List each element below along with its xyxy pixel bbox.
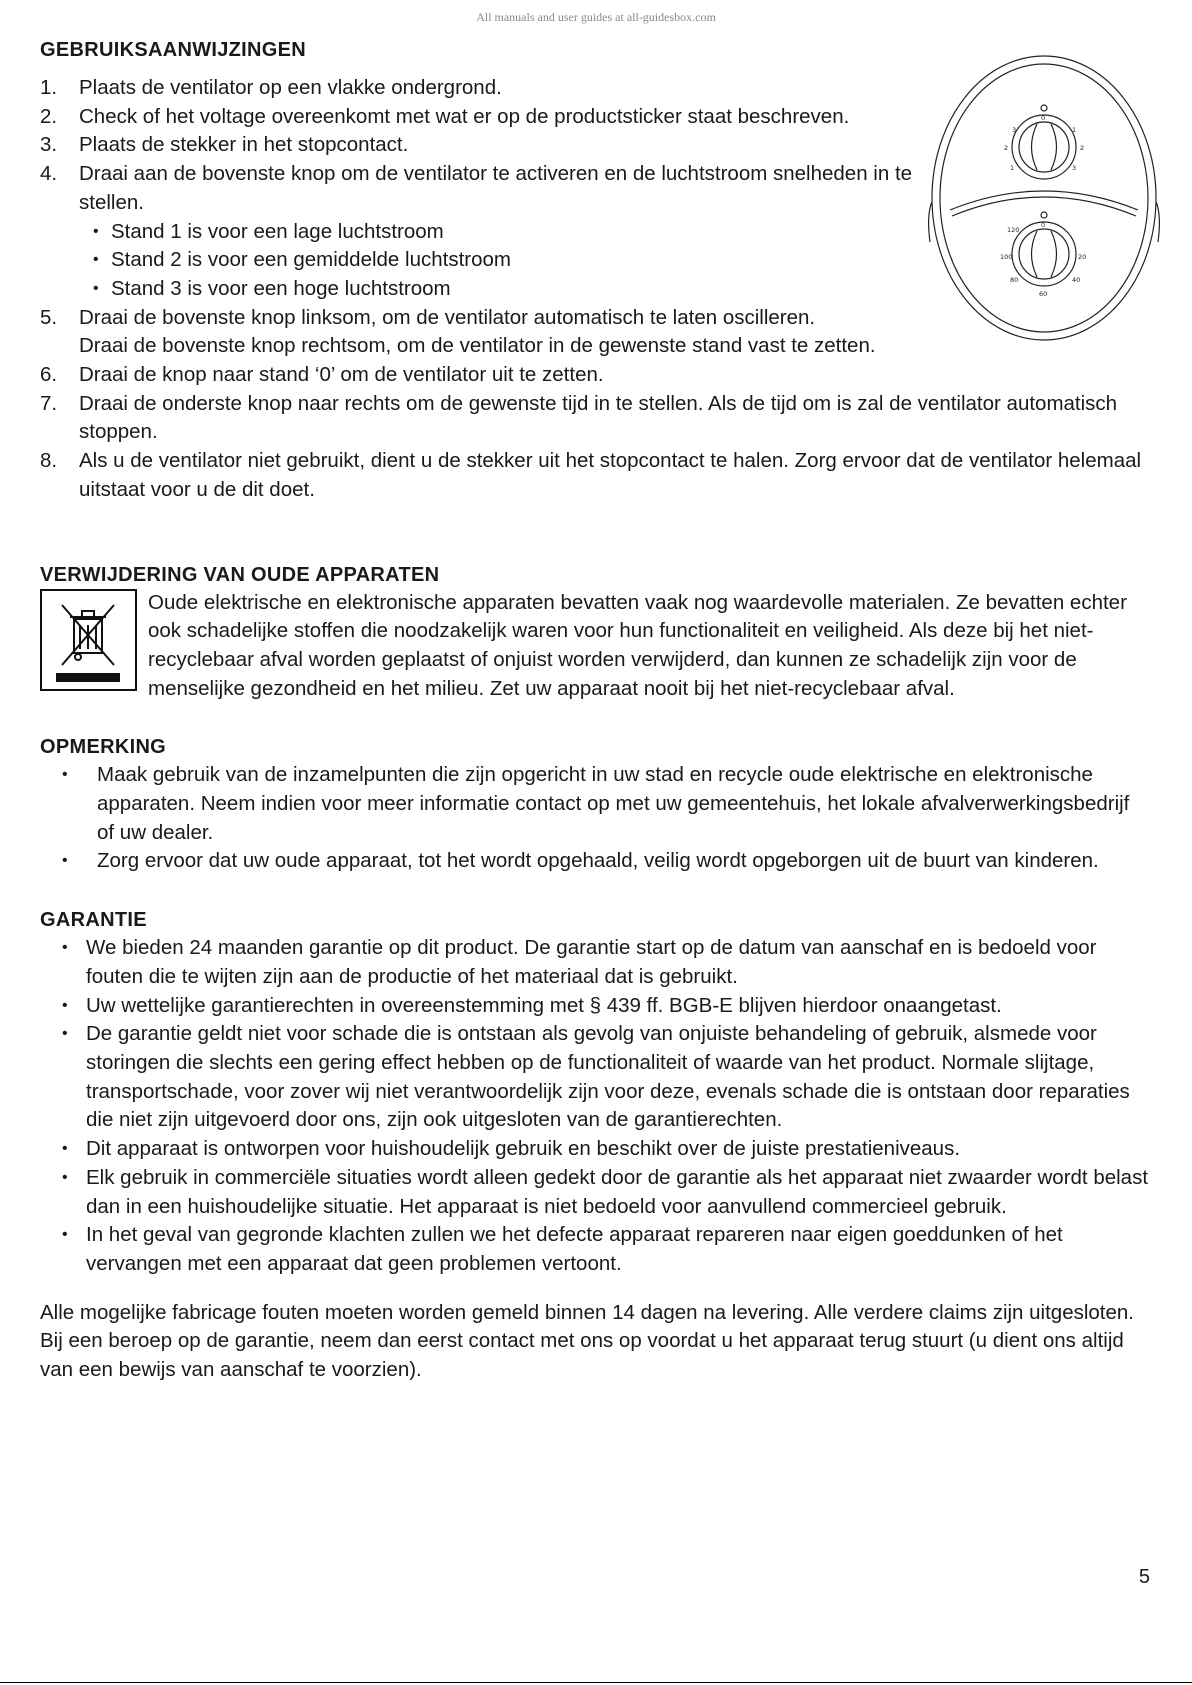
step-item [40,361,1150,390]
warranty-item: • Dit apparaat is ontworpen voor huishoudelijk gebruik en beschikt over de juiste prestatieniveaus. [40,1135,1150,1164]
step-number: 7. [40,391,58,415]
step-text: Draai de knop naar stand ‘0’ om de ventilator uit te zetten. [79,363,604,387]
timer-label-20: 20 [1078,253,1087,261]
disposal-block [40,589,1150,704]
speed-list [79,218,1150,304]
top-knob-label-6: 3 [1012,126,1017,134]
top-knob-label-3: 3 [1072,164,1077,172]
timer-label-0: 0 [1041,221,1046,229]
step-item [40,131,1150,160]
timer-label-40: 40 [1072,276,1081,284]
step-item [40,103,1150,132]
speed-item: • Stand 1 is voor een lage luchtstroom [93,218,1150,247]
warranty-heading: GARANTIE [40,909,147,932]
warranty-closing-1: Alle mogelijke fabricage fouten moeten worden gemeld binnen 14 dagen na levering. Alle verdere claims zijn uitgesloten. [40,1300,1134,1324]
step-text: Plaats de ventilator op een vlakke ondergrond. [79,76,502,99]
page-number: 5 [1138,1566,1150,1588]
step-number: 5. [40,305,58,329]
step-item [40,74,1150,103]
step-item [40,304,1150,361]
step-text: Draai de bovenste knop linksom, om de ventilator automatisch te laten oscilleren. [79,305,816,329]
step-item [40,160,1150,304]
instructions-heading: GEBRUIKSAANWIJZINGEN [40,39,307,61]
warranty-list [40,934,1150,1278]
step-text: Plaats de stekker in het stopcontact. [79,133,409,157]
step-number: 3. [40,133,58,157]
warranty-item: • De garantie geldt niet voor schade die is ontstaan als gevolg van onjuiste behandeling of gebruik, alsmede voor storingen die slechts een gering effect hebben op de functionaliteit of waarde van het product. Normale slijtage, transportschade, voor zover wij niet verantwoordelijk zijn voor deze, evenals schade die is ontstaan door reparaties die niet zijn uitgevoerd door ons, zijn ook uitgesloten van de garantierechten. [40,1020,1150,1135]
step-number: 6. [40,363,58,387]
top-knob-label-4: 1 [1010,164,1015,172]
warranty-closing-2: Bij een beroep op de garantie, neem dan eerst contact met ons op voordat u het apparaat terug stuurt (u dient ons altijd van een bewijs van aanschaf te voorzien). [40,1329,1124,1382]
warranty-item: • In het geval van gegronde klachten zullen we het defecte apparaat repareren naar eigen goeddunken of het vervangen met een apparaat dat geen problemen vertoont. [40,1221,1150,1278]
warranty-item: • Elk gebruik in commerciële situaties wordt alleen gedekt door de garantie als het apparaat niet zwaarder wordt belast dan in een huishoudelijke situatie. Het apparaat is niet bedoeld voor aanvullend commercieel gebruik. [40,1164,1150,1221]
warranty-item: • Uw wettelijke garantierechten in overeenstemming met § 439 ff. BGB-E blijven hierdoor onaangetast. [40,992,1150,1021]
top-knob-label-5: 2 [1004,144,1009,152]
top-knob-label-1: 1 [1072,126,1077,134]
timer-label-100: 100 [1000,253,1013,261]
speed-item: • Stand 2 is voor een gemiddelde luchtstroom [93,246,1150,275]
instructions-list [40,74,1150,505]
speed-item: • Stand 3 is voor een hoge luchtstroom [93,275,1150,304]
top-knob-label-0: 0 [1041,114,1046,122]
note-list [40,761,1150,876]
step-text: Als u de ventilator niet gebruikt, dient u de stekker uit het stopcontact te halen. Zorg ervoor dat de ventilator helemaal uitstaat voor u de dit doet. [79,449,1142,501]
document-page [40,36,1150,1385]
note-item: • Zorg ervoor dat uw oude apparaat, tot het wordt opgehaald, veilig wordt opgeborgen uit de buurt van kinderen. [40,847,1150,876]
step-text: Check of het voltage overeenkomt met wat er op de productsticker staat beschreven. [79,104,850,128]
step-number: 2. [40,104,58,128]
step-number: 8. [40,449,58,473]
timer-label-80: 80 [1010,276,1019,284]
disposal-text: Oude elektrische en elektronische apparaten bevatten vaak nog waardevolle materialen. Ze bevatten echter ook schadelijke stoffen die noodzakelijk waren voor hun functionaliteit en veiligheid. Als deze bij het niet-recyclebaar afval worden geplaatst of onjuist worden verwijderd, dan kunnen ze schadelijk zijn voor de menselijke gezondheid en het milieu. Zet uw apparaat nooit bij het niet-recyclebaar afval. [148,590,1127,700]
weee-crossed-bin-icon [40,589,137,691]
step-item [40,447,1150,504]
step-text: Draai de onderste knop naar rechts om de gewenste tijd in te stellen. Als de tijd om is zal de ventilator automatisch stoppen. [79,391,1118,444]
footer-rule [0,1682,1192,1683]
timer-label-120: 120 [1007,226,1020,234]
note-heading: OPMERKING [40,736,167,759]
timer-label-60: 60 [1039,290,1048,298]
step-item [40,390,1150,447]
watermark: All manuals and user guides at all-guidesbox.com [476,10,716,24]
step-text-continued: Draai de bovenste knop rechtsom, om de ventilator in de gewenste stand vast te zetten. [79,334,876,358]
note-item: • Maak gebruik van de inzamelpunten die zijn opgericht in uw stad en recycle oude elektrische en elektronische apparaten. Neem indien voor meer informatie contact op met uw gemeentehuis, het lokale afvalverwerkingsbedrijf of uw dealer. [40,761,1150,847]
step-number: 4. [40,162,58,186]
warranty-item: • We bieden 24 maanden garantie op dit product. De garantie start op de datum van aanschaf en is bedoeld voor fouten die te wijten zijn aan de productie of het materiaal dat is gebruikt. [40,934,1150,991]
step-number: 1. [40,76,58,99]
top-knob-label-2: 2 [1080,144,1085,152]
step-text: Draai aan de bovenste knop om de ventilator te activeren en de luchtstroom snelheden in te stellen. [79,162,913,214]
disposal-heading: VERWIJDERING VAN OUDE APPARATEN [40,563,440,586]
